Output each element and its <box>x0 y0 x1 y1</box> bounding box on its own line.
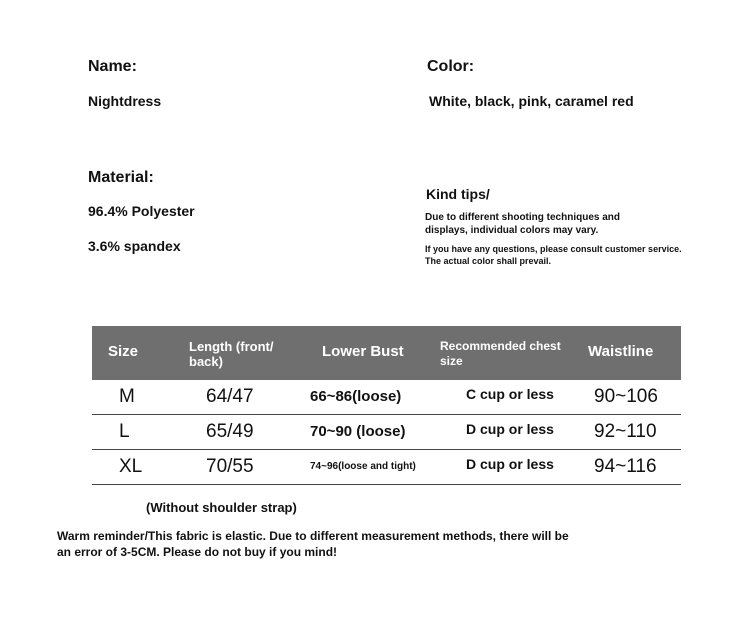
cell-lower-bust: 74~96(loose and tight) <box>310 461 416 472</box>
header-length <box>189 339 273 369</box>
cell-size: L <box>119 421 130 442</box>
table-row <box>92 380 681 415</box>
material-spandex: 3.6% spandex <box>88 238 181 254</box>
header-chest-line-1: Recommended chest <box>440 339 561 353</box>
cell-lower-bust: 66~86(loose) <box>310 388 402 405</box>
cell-cup: C cup or less <box>466 386 554 402</box>
material-polyester: 96.4% Polyester <box>88 203 195 219</box>
table-row <box>92 415 681 450</box>
cell-length: 64/47 <box>206 386 254 407</box>
tips-line-4: The actual color shall prevail. <box>425 256 552 266</box>
header-size: Size <box>108 343 139 360</box>
header-recommended-chest <box>440 339 561 369</box>
kind-tips-title: Kind tips/ <box>426 186 490 202</box>
strap-note: (Without shoulder strap) <box>146 500 297 515</box>
cell-size: M <box>119 386 135 407</box>
tips-line-2: displays, individual colors may vary. <box>425 225 599 236</box>
cell-length: 65/49 <box>206 421 254 442</box>
color-value: White, black, pink, caramel red <box>429 93 634 109</box>
cell-waistline: 94~116 <box>594 456 657 477</box>
tips-line-1: Due to different shooting techniques and <box>425 212 620 223</box>
warm-reminder <box>57 528 569 560</box>
material-label: Material: <box>88 169 154 186</box>
name-label: Name: <box>88 58 137 75</box>
tips-line-3: If you have any questions, please consult customer service. <box>425 244 682 254</box>
header-waistline: Waistline <box>588 343 654 360</box>
header-length-line-1: Length (front/ <box>189 339 274 354</box>
warm-reminder-line-2: an error of 3-5CM. Please do not buy if you mind! <box>57 545 338 559</box>
cell-lower-bust: 70~90 (loose) <box>310 423 406 440</box>
header-chest-line-2: size <box>440 354 463 368</box>
cell-waistline: 90~106 <box>594 386 658 407</box>
cell-cup: D cup or less <box>466 421 554 437</box>
color-label: Color: <box>427 58 475 75</box>
cell-length: 70/55 <box>206 456 254 477</box>
header-lower-bust: Lower Bust <box>322 343 404 360</box>
header-length-line-2: back) <box>189 354 223 369</box>
table-header <box>92 326 681 380</box>
cell-size: XL <box>119 456 143 477</box>
size-table <box>92 326 681 485</box>
name-value: Nightdress <box>88 93 162 109</box>
table-row <box>92 450 681 485</box>
cell-cup: D cup or less <box>466 456 554 472</box>
cell-waistline: 92~110 <box>594 421 657 442</box>
warm-reminder-line-1: Warm reminder/This fabric is elastic. Due to different measurement methods, there will be <box>57 529 569 543</box>
